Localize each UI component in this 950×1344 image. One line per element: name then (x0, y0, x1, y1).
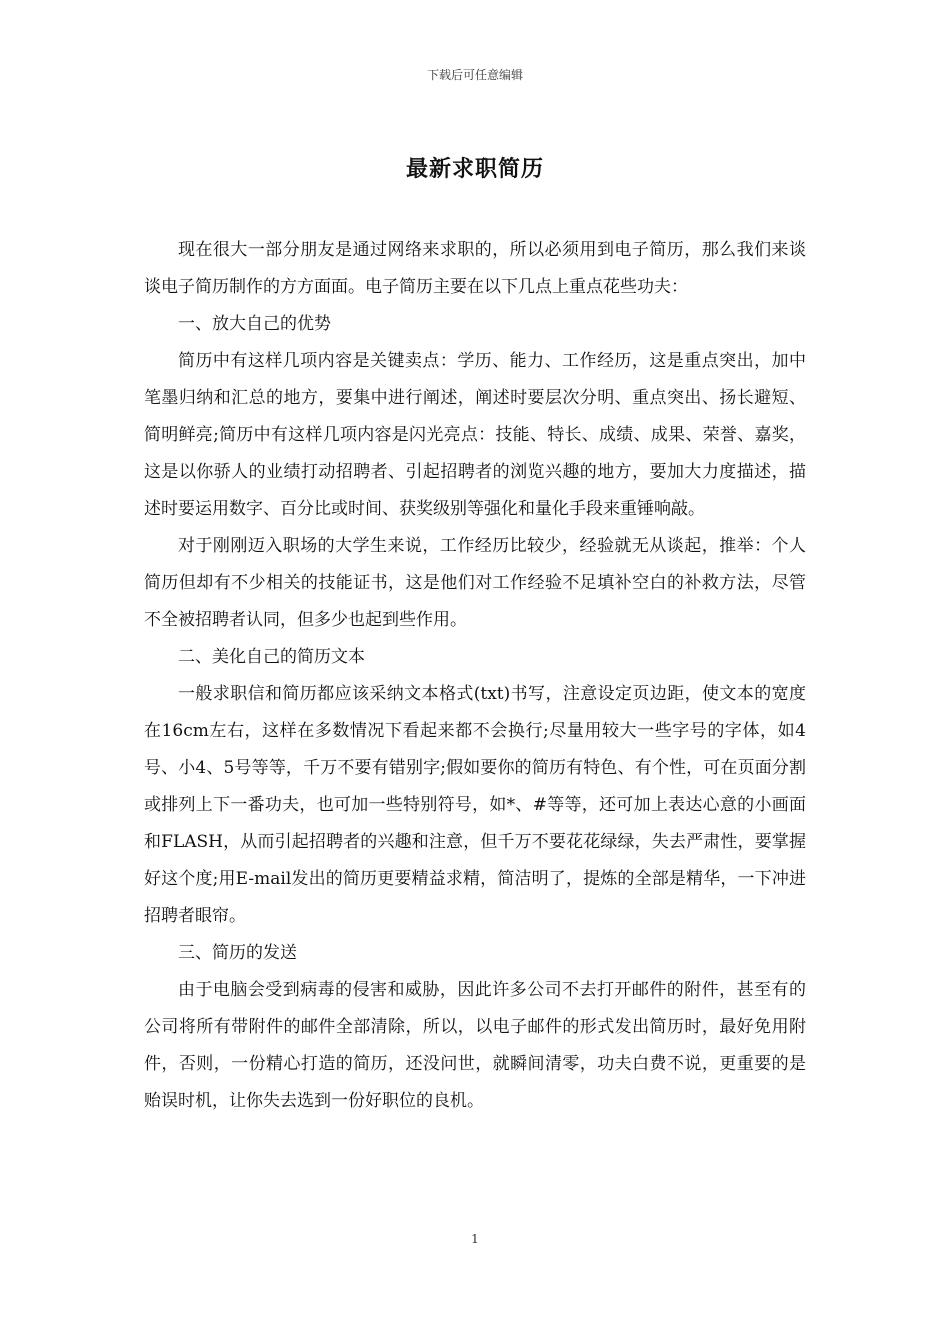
body-paragraph: 由于电脑会受到病毒的侵害和威胁，因此许多公司不去打开邮件的附件，甚至有的公司将所有带附件的邮件全部清除，所以，以电子邮件的形式发出简历时，最好免用附件，否则，一份精心打造的简历，还没问世，就瞬间清零，功夫白费不说，更重要的是贻误时机，让你失去选到一份好职位的良机。 (144, 980, 806, 1111)
page-header: 下载后可任意编辑 (426, 68, 523, 82)
page-number: 1 (471, 1232, 479, 1246)
body-paragraph: 一般求职信和简历都应该采纳文本格式(txt)书写，注意设定页边距，使文本的宽度在16cm左右，这样在多数情况下看起来都不会换行;尽量用较大一些字号的字体，如4号、小4、5号等等，千万不要有错别字;假如要你的简历有特色、有个性，可在页面分割或排列上下一番功夫，也可加一些特别符号，如*、#等等，还可加上表达心意的小画面和FLASH，从而引起招聘者的兴趣和注意，但千万不要花花绿绿，失去严肃性，要掌握好这个度;用E-mail发出的简历更要精益求精，简洁明了，提炼的全部是精华，一下冲进招聘者眼帘。 (144, 684, 806, 926)
section-heading-3: 三、简历的发送 (178, 943, 297, 963)
intro-paragraph: 现在很大一部分朋友是通过网络来求职的，所以必须用到电子简历，那么我们来谈谈电子简历制作的方方面面。电子简历主要在以下几点上重点花些功夫： (144, 240, 806, 297)
body-paragraph: 简历中有这样几项内容是关键卖点：学历、能力、工作经历，这是重点突出，加中笔墨归纳和汇总的地方，要集中进行阐述，阐述时要层次分明、重点突出、扬长避短、简明鲜亮;简历中有这样几项内容是闪光亮点：技能、特长、成绩、成果、荣誉、嘉奖，这是以你骄人的业绩打动招聘者、引起招聘者的浏览兴趣的地方，要加大力度描述，描述时要运用数字、百分比或时间、获奖级别等强化和量化手段来重锤响敲。 (144, 351, 806, 519)
section-heading-2: 二、美化自己的简历文本 (178, 647, 365, 667)
document-title: 最新求职简历 (405, 157, 544, 182)
body-paragraph: 对于刚刚迈入职场的大学生来说，工作经历比较少，经验就无从谈起，推举：个人简历但却有不少相关的技能证书，这是他们对工作经验不足填补空白的补救方法，尽管不全被招聘者认同，但多少也起到些作用。 (144, 536, 806, 630)
document-body (144, 232, 806, 1120)
section-heading-1: 一、放大自己的优势 (178, 314, 331, 334)
